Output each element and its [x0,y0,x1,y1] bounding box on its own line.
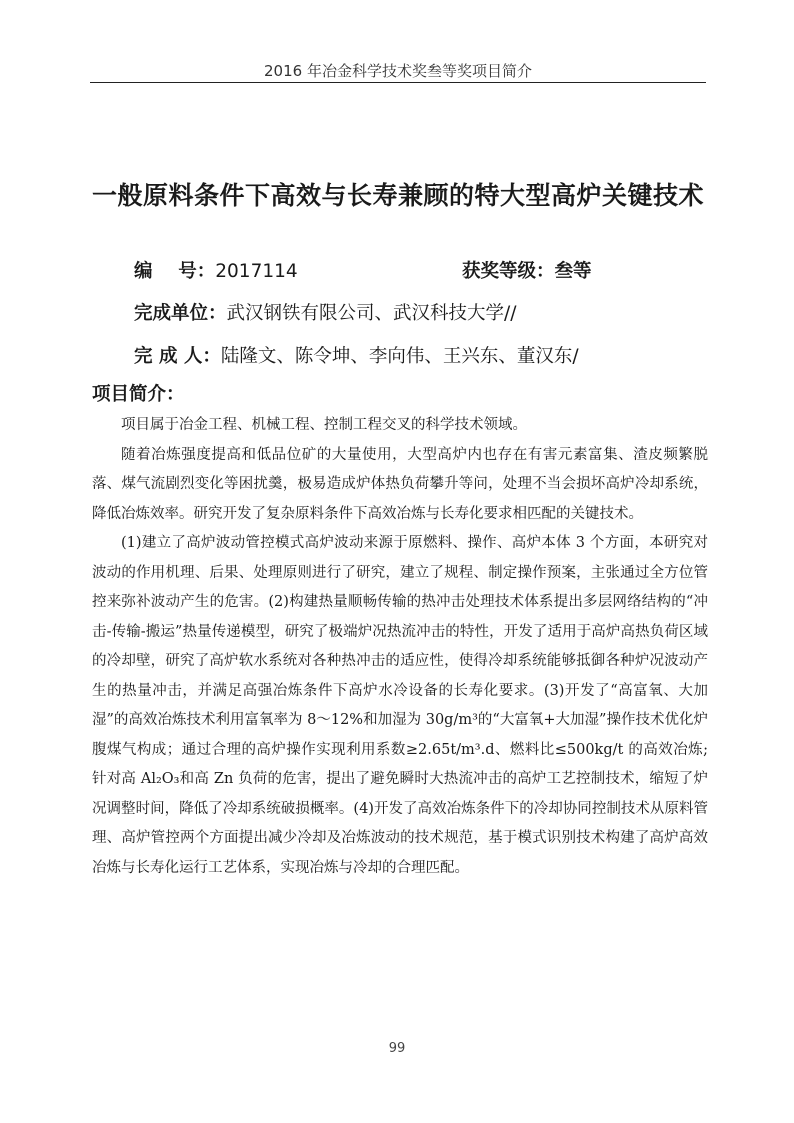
intro-paragraph-1: 项目属于冶金工程、机械工程、控制工程交叉的科学技术领域。 [121,417,527,433]
document-title: 一般原料条件下高效与长寿兼顾的特大型高炉关键技术 [91,181,704,210]
intro-heading: 项目简介： [92,384,185,405]
intro-paragraph-2: 随着冶炼强度提高和低品位矿的大量使用，大型高炉内也存在有害元素富集、渣皮频繁脱落、煤气流剧烈变化等困扰羹，极易造成炉体热负荷攀升等问，处理不当会损坏高炉冷却系统，降低冶炼效率。研究开发了复杂原料条件下高效冶炼与长寿化要求相匹配的关键技术。 [92,446,708,522]
completion-unit [134,299,516,325]
completion-people [134,342,579,368]
completion-unit-label: 完成单位： [134,303,227,324]
header-rule [90,82,706,83]
award-level [462,257,592,283]
award-level-label: 获奖等级： [462,261,555,282]
award-level-value: 叁等 [554,261,592,282]
project-number-label: 编 号： [134,261,216,282]
page-number: 99 [388,1041,406,1056]
project-number [134,257,298,283]
intro-paragraph-3: (1)建立了高炉波动管控模式高炉波动来源于原燃料、操作、高炉本体 3 个方面，本研究对波动的作用机理、后果、处理原则进行了研究，建立了规程、制定操作预案，主张通过全方位管控来弥补波动产生的危害。(2)构建热量顺畅传输的热冲击处理技术体系提出多层网络结构的“冲击-传输-搬运”热量传递模型，研究了极端炉况热流冲击的特性，开发了适用于高炉高热负荷区域的冷却壁，研究了高炉软水系统对各种热冲击的适应性，使得冷却系统能够抵御各种炉况波动产生的热量冲击，并满足高强冶炼条件下高炉水冷设备的长寿化要求。(3)开发了“高富氧、大加湿”的高效冶炼技术利用富氧率为 8～12%和加湿为 30g/m³的“大富氧+大加湿”操作技术优化炉腹煤气构成；通过合理的高炉操作实现利用系数≥2.65t/m³.d、燃料比≤500kg/t 的高效冶炼;针对高 Al₂O₃和高 Zn 负荷的危害，提出了避免瞬时大热流冲击的高炉工艺控制技术，缩短了炉况调整时间，降低了冷却系统破损概率。(4)开发了高效冶炼条件下的冷却协同控制技术从原料管理、高炉管控两个方面提出减少冷却及冶炼波动的技术规范，基于模式识别技术构建了高炉高效冶炼与长寿化运行工艺体系，实现冶炼与冷却的合理匹配。 [92,535,708,876]
completion-unit-value: 武汉钢铁有限公司、武汉科技大学// [226,303,517,324]
page-header: 2016 年冶金科学技术奖叁等奖项目简介 [264,62,532,80]
completion-people-value: 陆隆文、陈令坤、李向伟、王兴东、董汉东/ [220,346,579,367]
intro-body [92,411,708,883]
project-number-value: 2017114 [215,261,298,282]
completion-people-label: 完 成 人： [134,346,221,367]
